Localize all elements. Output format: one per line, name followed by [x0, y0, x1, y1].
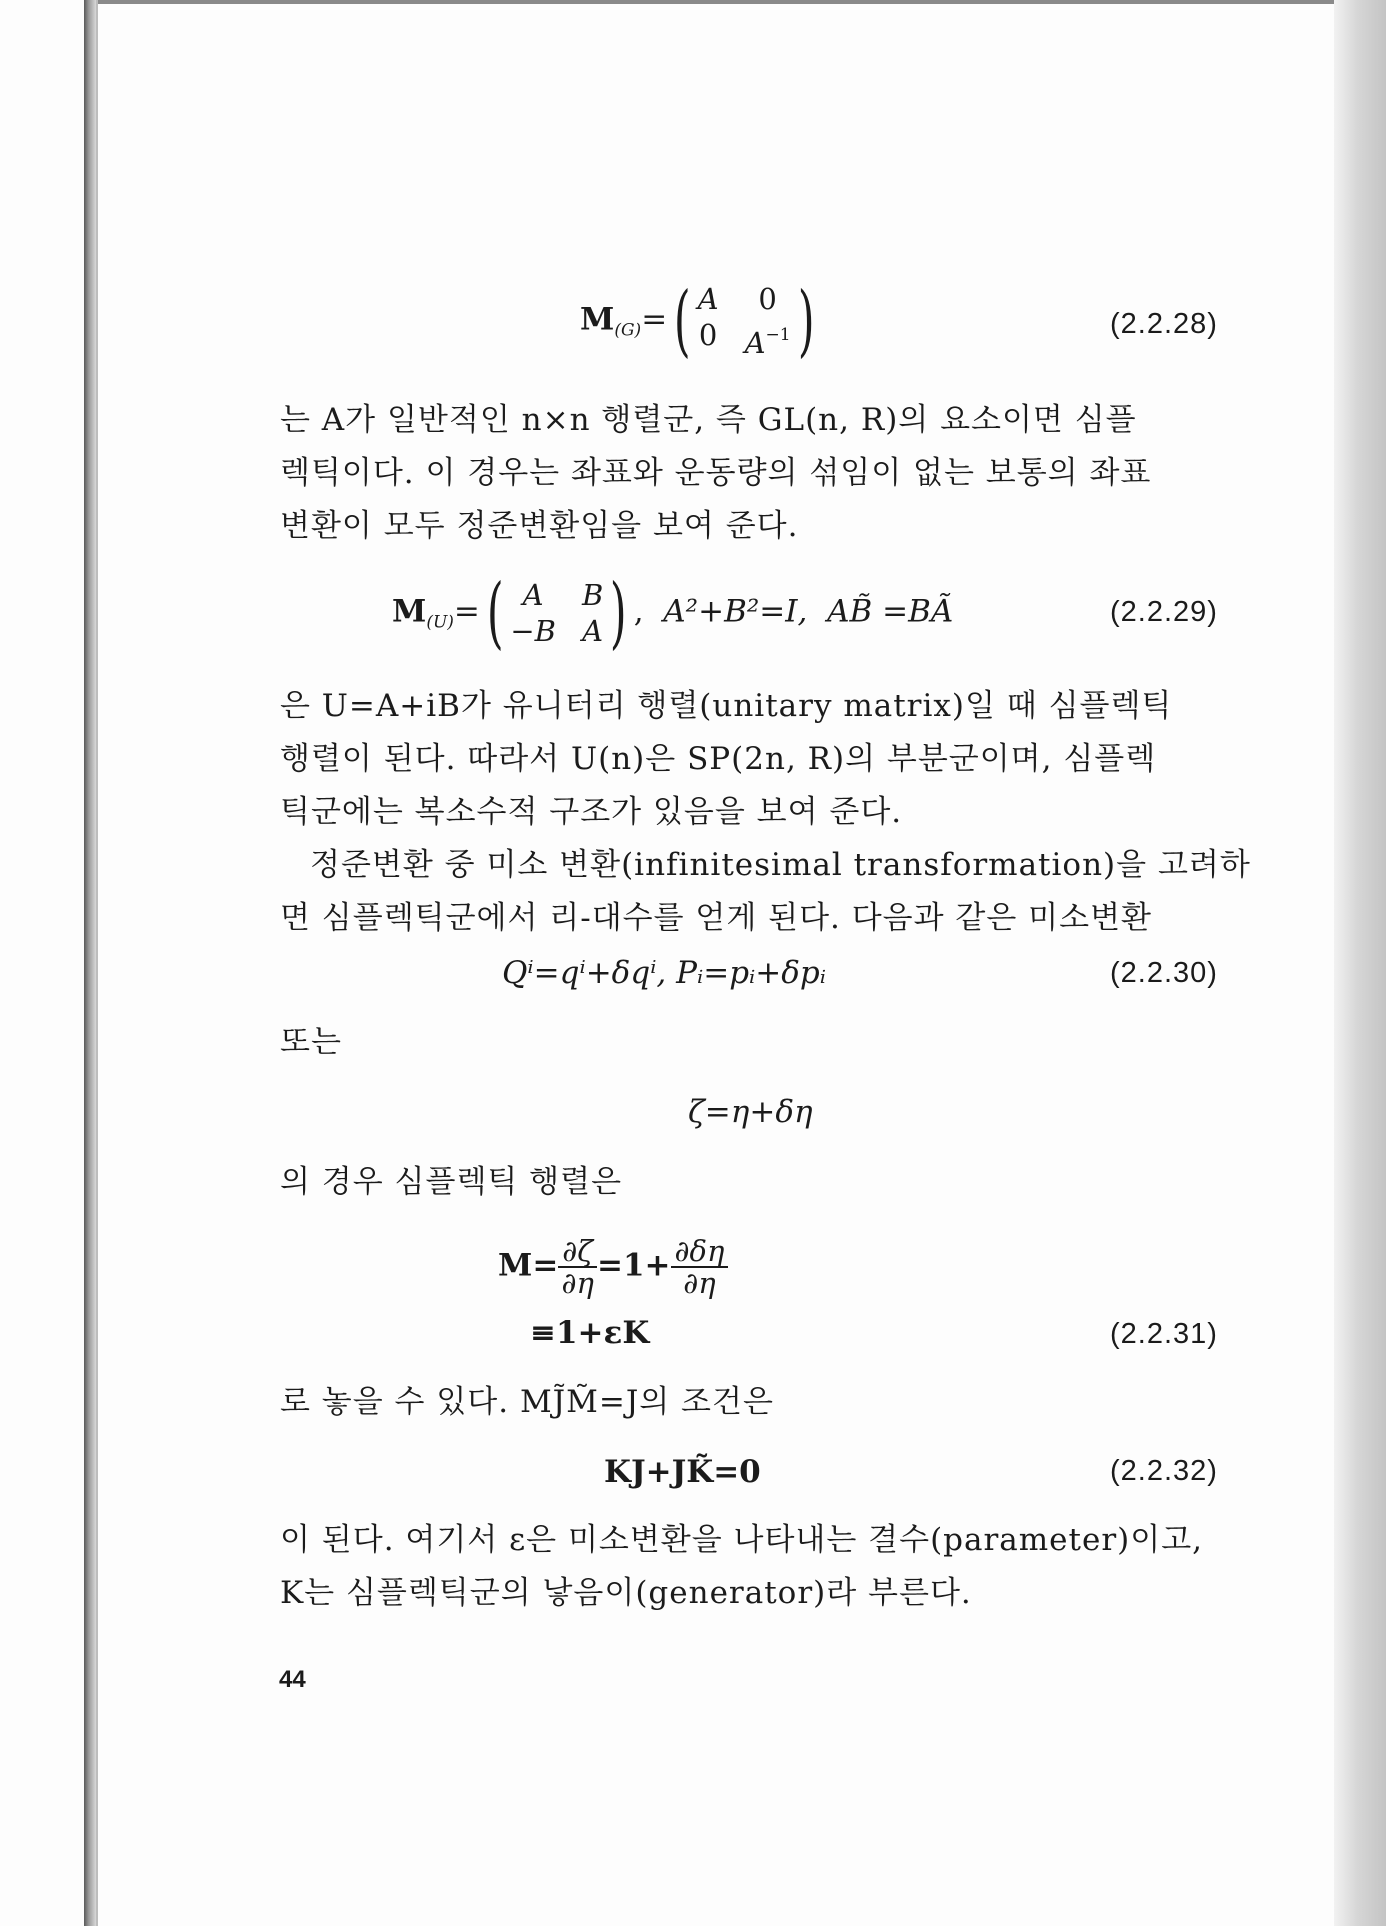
- page-binding-line: [96, 0, 98, 1926]
- eq-operator: =1+: [597, 1247, 671, 1284]
- eq-condition: AB̃ =BÃ: [827, 593, 954, 630]
- text-line: 로 놓을 수 있다. MJ̃M̃=J의 조건은: [280, 1384, 774, 1420]
- fraction: [558, 1236, 597, 1298]
- page-number: 44: [279, 1666, 306, 1693]
- fraction-denominator: ∂η: [561, 1266, 594, 1300]
- equation-number: (2.2.31): [1110, 1318, 1218, 1350]
- eq-lhs: M=: [498, 1247, 559, 1284]
- matrix-entry: 0: [758, 282, 777, 316]
- matrix-entry: B: [581, 578, 604, 612]
- text-line: 정준변환 중 미소 변환(infinitesimal transformation)을 고려하: [310, 847, 1251, 883]
- text-line: 이 된다. 여기서 ε은 미소변환을 나타내는 결수(parameter)이고,: [280, 1522, 1203, 1558]
- equation-number: (2.2.29): [1110, 596, 1218, 628]
- paragraph-4: [280, 1156, 1230, 1209]
- page-right-edge-shadow: [1334, 0, 1386, 1926]
- fraction: [671, 1236, 729, 1298]
- matrix: ( A 0 0 $A^{-1}$ ): [674, 276, 815, 366]
- fraction-numerator: ∂δη: [671, 1236, 729, 1268]
- text-line: K는 심플렉틱군의 낳음이(generator)라 부른다.: [280, 1575, 972, 1611]
- matrix-entry: A: [582, 614, 604, 648]
- eq-lhs-subscript: (G): [614, 320, 642, 341]
- equation-number: (2.2.32): [1110, 1455, 1218, 1487]
- equation-2-2-29: $M_{(U)}=$ ( A B −B A ) , A²+B²=I, AB̃ =BÃ: [392, 568, 954, 658]
- matrix: ( A B −B A ): [486, 568, 627, 658]
- text-line: 는 A가 일반적인 n×n 행렬군, 즉 GL(n, R)의 요소이면 심플: [280, 402, 1137, 438]
- text-line: 은 U=A+iB가 유니터리 행렬(unitary matrix)일 때 심플렉틱: [280, 688, 1173, 724]
- matrix-entry-exponent: −1: [765, 325, 791, 345]
- text-line: 틱군에는 복소수적 구조가 있음을 보여 준다.: [280, 794, 903, 830]
- equation-number: (2.2.28): [1110, 308, 1218, 340]
- eq-lhs: M: [392, 593, 427, 630]
- matrix-entry: A: [744, 326, 766, 360]
- equation-2-2-31-line2: ≡1+εK: [530, 1315, 650, 1351]
- matrix-entry: A: [697, 282, 719, 316]
- eq-lhs: M: [580, 301, 615, 338]
- page-top-edge: [84, 0, 1334, 4]
- fraction-denominator: ∂η: [683, 1266, 716, 1300]
- equation-2-2-32: KJ+JK̃=0: [604, 1454, 761, 1490]
- text-line: 렉틱이다. 이 경우는 좌표와 운동량의 섞임이 없는 보통의 좌표: [280, 455, 1152, 491]
- text-line: 면 심플렉틱군에서 리-대수를 얻게 된다. 다음과 같은 미소변환: [280, 900, 1152, 936]
- paragraph-6: [280, 1514, 1230, 1620]
- paragraph-3: [280, 1016, 1230, 1069]
- equation-2-2-31-line1: [498, 1236, 728, 1298]
- text-line: 또는: [280, 1024, 342, 1060]
- text-line: 행렬이 된다. 따라서 U(n)은 SP(2n, R)의 부분군이며, 심플렉: [280, 741, 1157, 777]
- paragraph-1: [280, 394, 1230, 553]
- eq-lhs-subscript: (U): [426, 612, 454, 633]
- matrix-entry: −B: [510, 614, 556, 648]
- eq-condition: A²+B²=I,: [663, 593, 808, 630]
- paragraph-2: [280, 680, 1251, 945]
- fraction-numerator: ∂ζ: [558, 1236, 597, 1268]
- page-binding-shadow: [84, 0, 96, 1926]
- equation-zeta: ζ=η+δη: [688, 1094, 813, 1130]
- matrix-entry: 0: [698, 318, 718, 352]
- text-line: 변환이 모두 정준변환임을 보여 준다.: [280, 508, 799, 544]
- paragraph-5: [280, 1376, 1230, 1429]
- text-line: 의 경우 심플렉틱 행렬은: [280, 1164, 623, 1200]
- equation-2-2-28: $M_{(G)}=$ ( A 0 0 $A^{-1}$ ): [580, 282, 821, 360]
- matrix-entry: A: [522, 578, 544, 612]
- equation-number: (2.2.30): [1110, 957, 1218, 989]
- equation-2-2-30: Qⁱ=qⁱ+δqⁱ, Pᵢ=pᵢ+δpᵢ: [502, 955, 827, 991]
